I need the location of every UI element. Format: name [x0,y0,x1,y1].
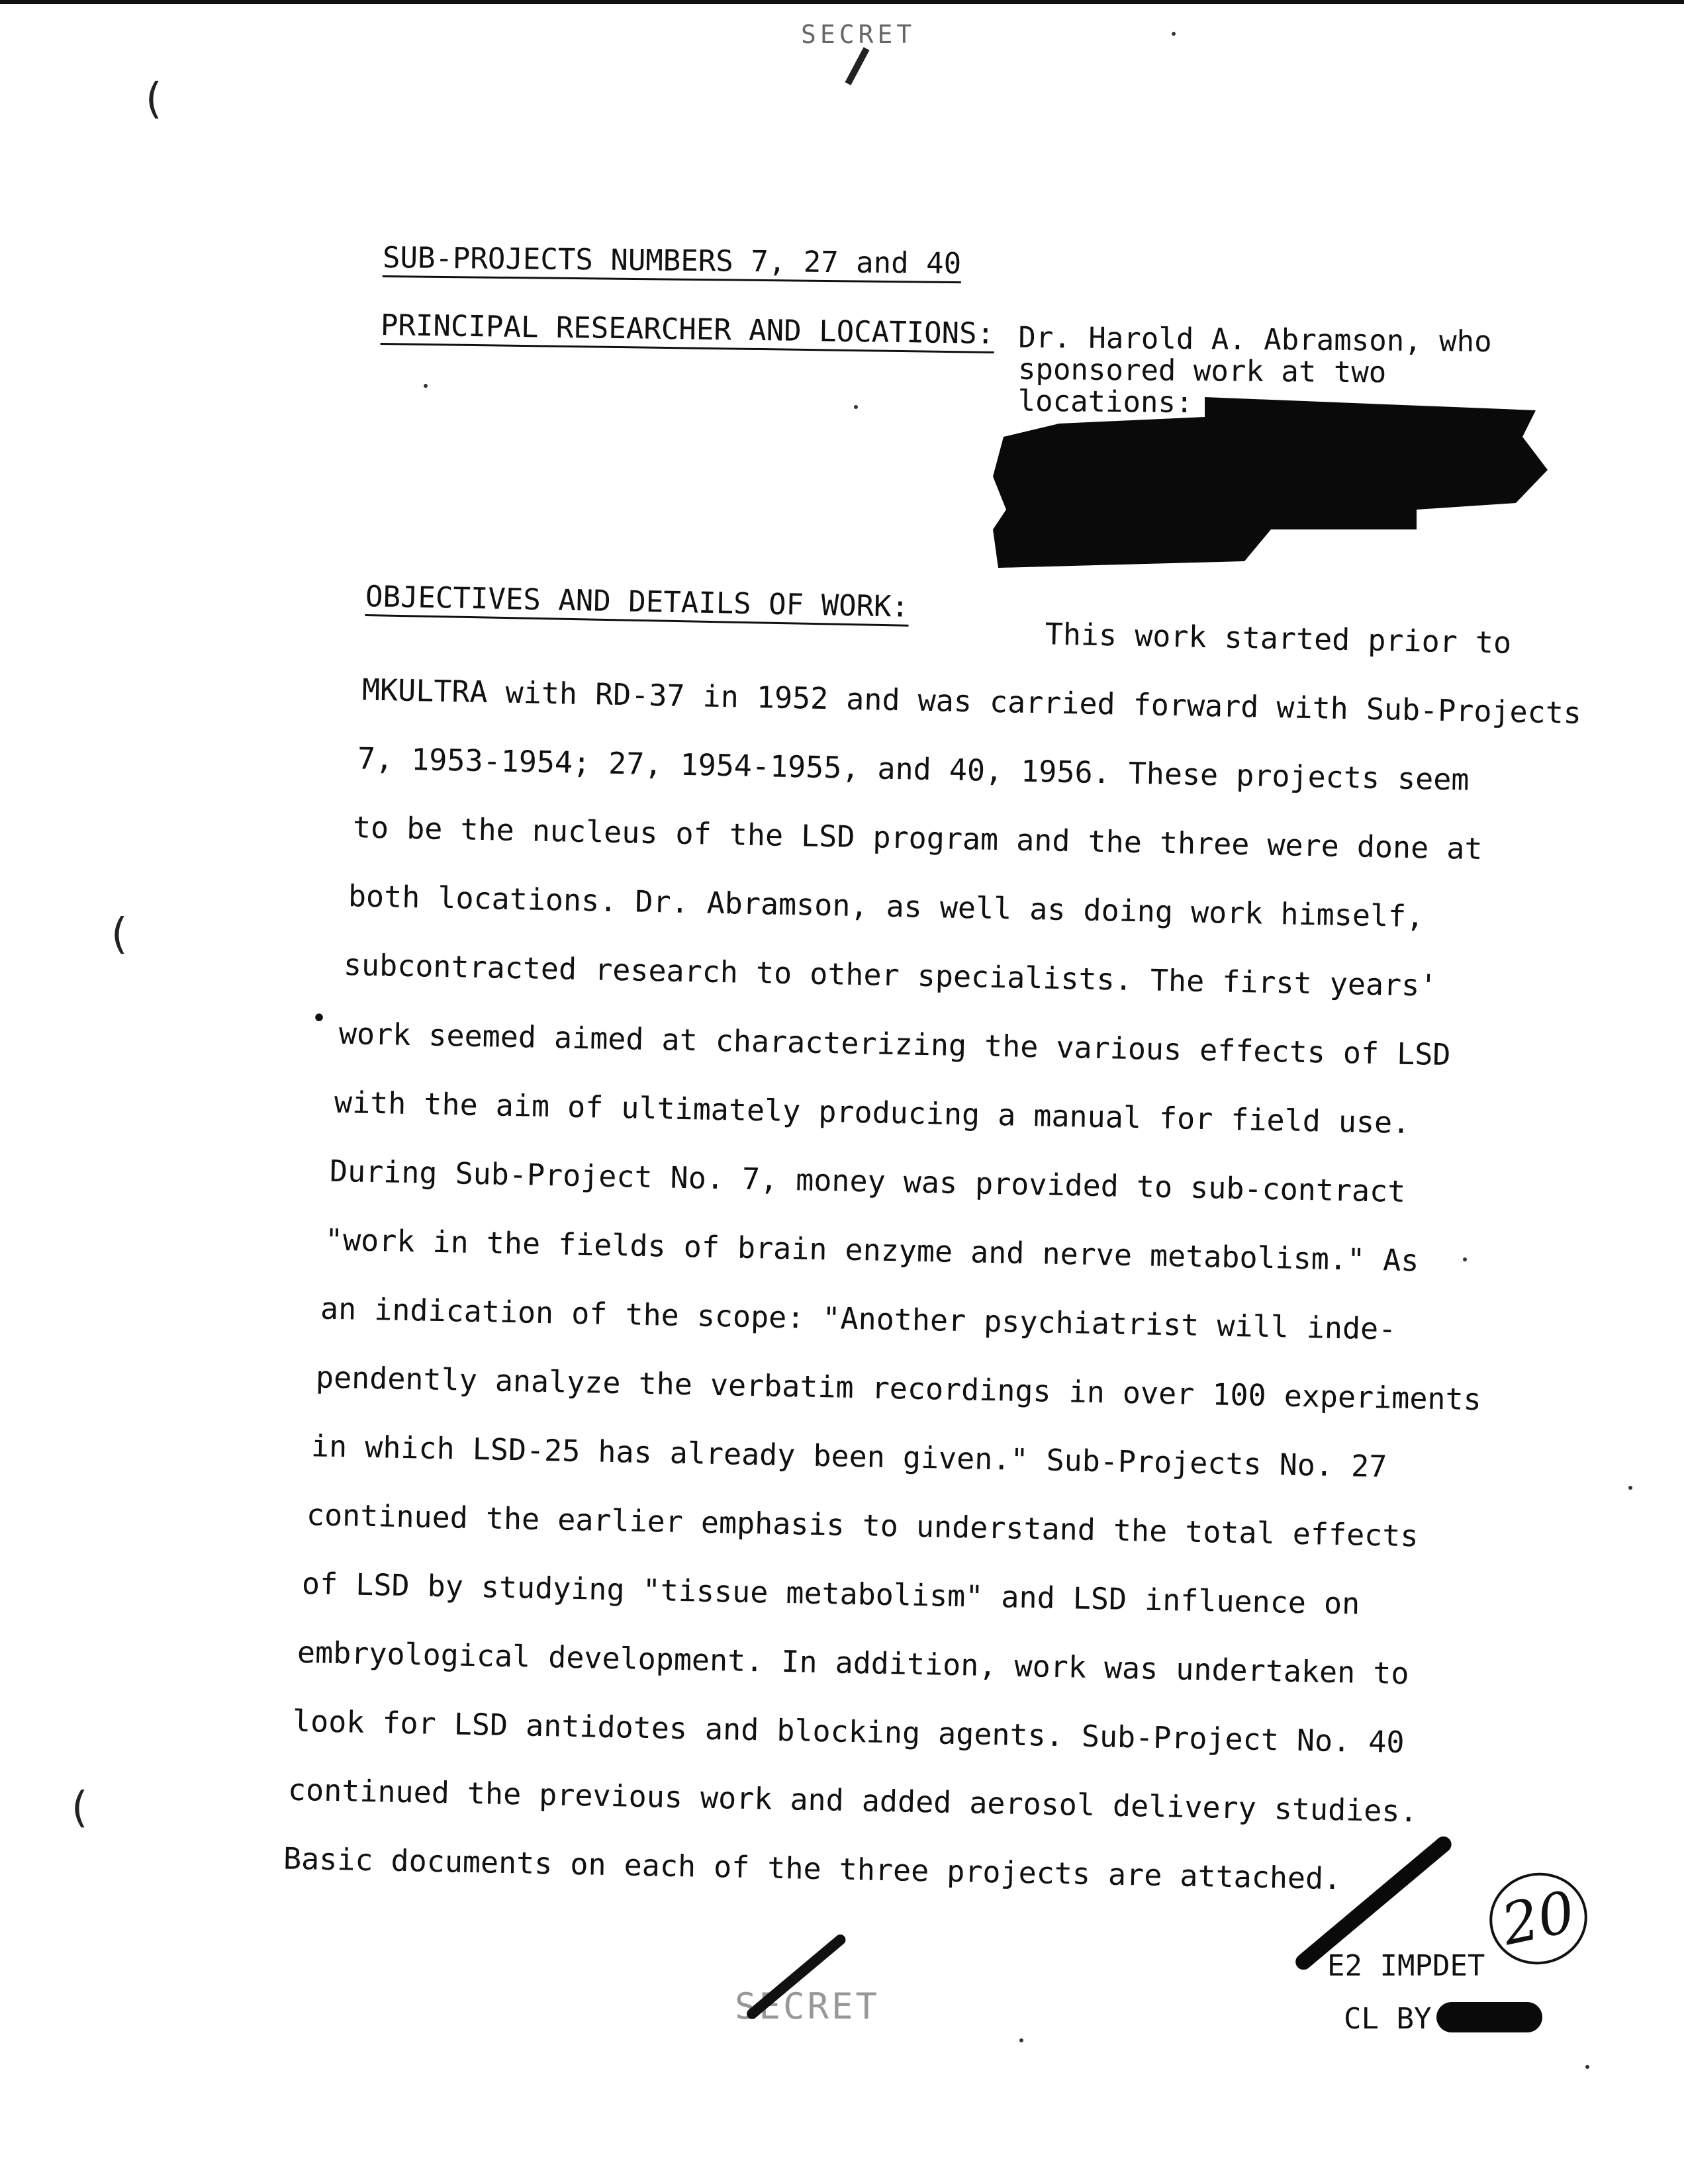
body-line: Basic documents on each of the three projects are attached. [283,1841,1342,1897]
margin-hole-mark: ( [140,75,166,124]
objectives-heading: OBJECTIVES AND DETAILS OF WORK: [365,580,910,624]
margin-hole-mark: ( [106,910,132,959]
body-line: continued the previous work and added aerosol delivery studies. [287,1772,1419,1829]
body-line: MKULTRA with RD-37 in 1952 and was carried forward with Sub-Projects [361,672,1582,731]
scan-speck [424,384,428,388]
body-line: 7, 1953-1954; 27, 1954-1955, and 40, 1956. These projects seem [357,741,1470,797]
body-line: with the aim of ultimately producing a manual for field use. [334,1084,1411,1141]
classification-stamp-bottom: SECRET [735,1985,880,2027]
subprojects-heading: SUB-PROJECTS NUMBERS 7, 27 and 40 [382,241,962,281]
redaction-block [993,397,1549,569]
body-line: work seemed aimed at characterizing the various effects of LSD [338,1015,1451,1073]
page-number: 20 [1496,1878,1581,1959]
redaction-blot [1436,2002,1542,2032]
body-line: continued the earlier emphasis to understand the total effects [306,1497,1419,1554]
classification-stamp-top: SECRET [801,20,916,49]
body-line: pendently analyze the verbatim recordings in over 100 experiments [315,1359,1482,1418]
classified-by-stamp: CL BY [1344,2002,1432,2036]
body-line: in which LSD-25 has already been given." Sub-Projects No. 27 [310,1428,1387,1484]
body-line: look for LSD antidotes and blocking agents. Sub-Project No. 40 [292,1703,1405,1760]
pen-stroke-mark [845,47,870,85]
scan-speck [1463,1257,1467,1261]
body-line: both locations. Dr. Abramson, as well as doing work himself, [348,878,1425,934]
body-line: This work started prior to [1045,616,1512,660]
body-line: an indication of the scope: "Another psychiatrist will inde- [320,1291,1397,1347]
scan-speck [854,405,858,409]
body-line: subcontracted research to other specialists. The first years' [343,947,1438,1003]
body-line: to be the nucleus of the LSD program and the three were done at [352,809,1483,867]
stray-bullet-mark: • [311,1003,328,1034]
margin-hole-mark: ( [66,1784,92,1833]
declassification-stamp-e2: E2 IMPDET [1327,1949,1485,1983]
body-line: During Sub-Project No. 7, money was provided to sub-contract [329,1153,1406,1209]
scan-speck [1585,2065,1589,2069]
scan-speck [1019,2038,1023,2042]
researcher-description: Dr. Harold A. Abramson, who sponsored work at two locations: [1017,320,1492,420]
scan-speck [1628,1486,1632,1490]
body-line: "work in the fields of brain enzyme and nerve metabolism." As [324,1222,1419,1279]
body-line: embryological development. In addition, work was undertaken to [297,1634,1409,1692]
researcher-heading: PRINCIPAL RESEARCHER AND LOCATIONS: [380,308,995,351]
scan-speck [1172,32,1176,36]
objectives-body [283,586,1582,1917]
top-edge-rule [0,0,1684,4]
body-line: of LSD by studying "tissue metabolism" and LSD influence on [301,1566,1360,1621]
